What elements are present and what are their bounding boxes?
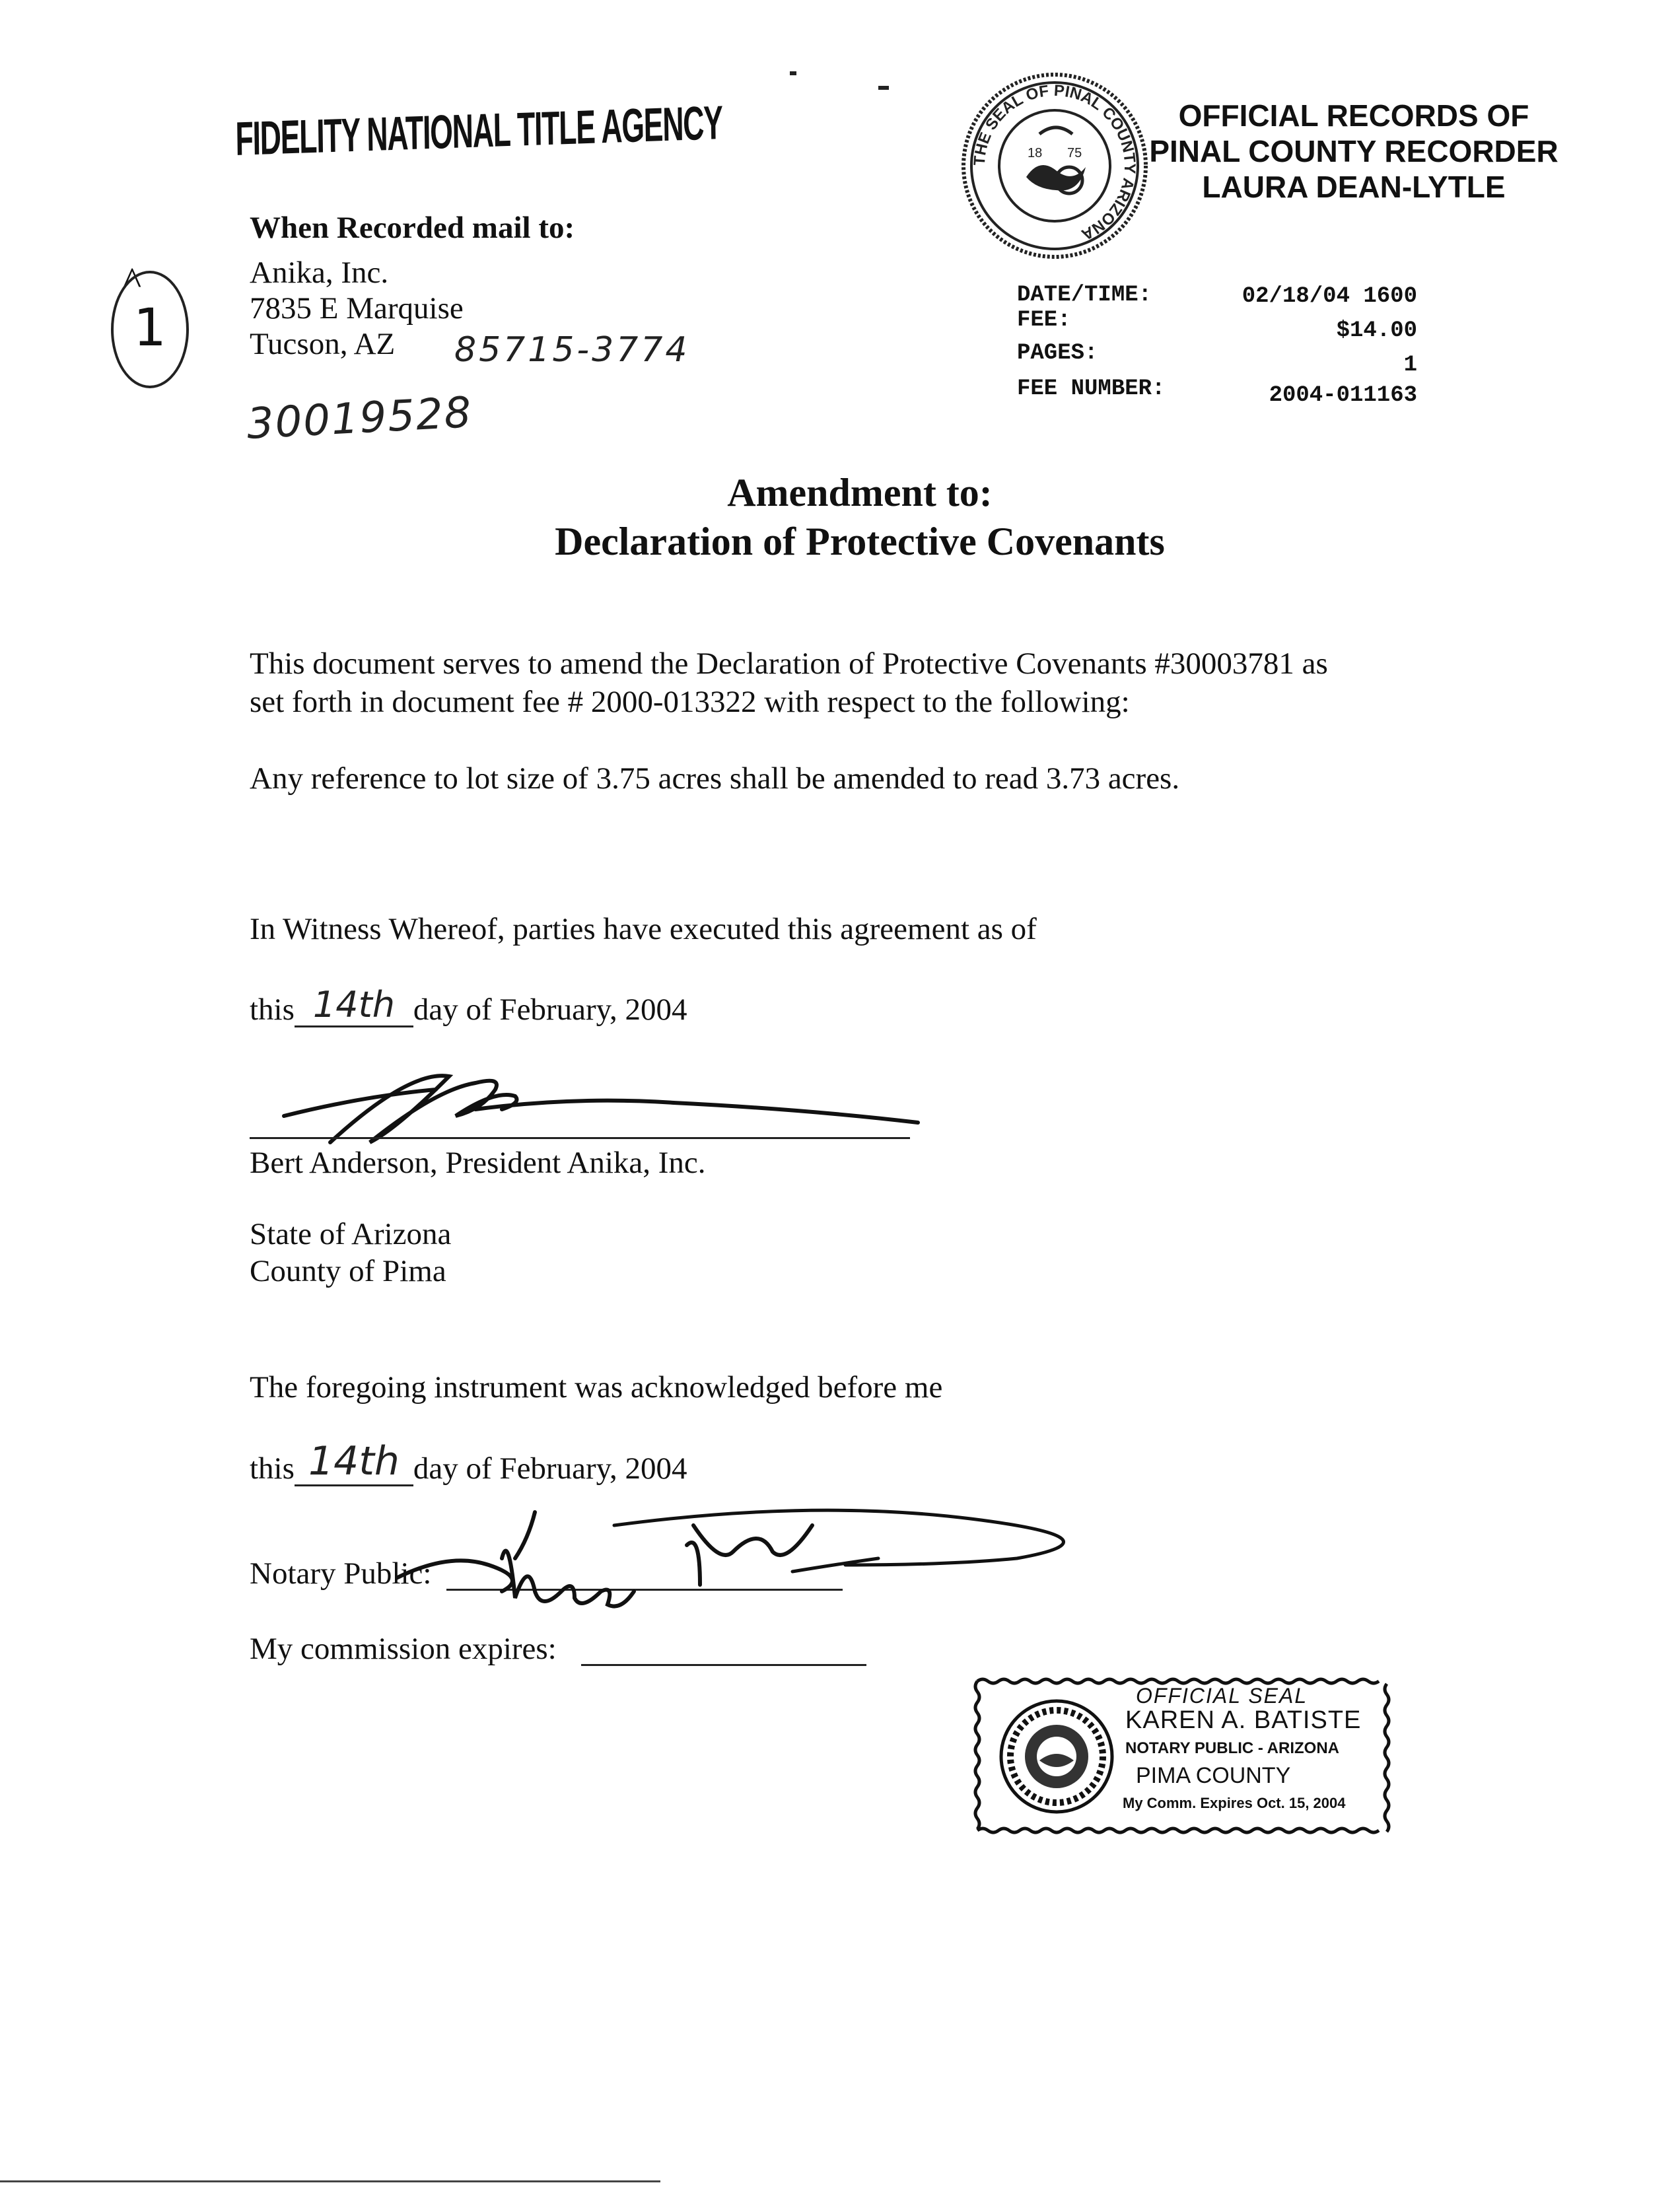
scan-speck — [878, 86, 889, 90]
state-text: State of Arizona — [250, 1217, 452, 1251]
date-line-2 — [250, 1438, 687, 1490]
document-title-line1: Amendment to: — [727, 471, 993, 514]
record-value-fee-number: 2004-011163 — [1269, 383, 1417, 408]
acknowledged-text: The foregoing instrument was acknowledged before me — [250, 1370, 943, 1405]
body-para2: Any reference to lot size of 3.75 acres shall be amended to read 3.73 acres. — [250, 761, 1180, 796]
mail-heading: When Recorded mail to: — [250, 211, 575, 245]
circled-number-text: 1 — [133, 298, 166, 358]
caret-mark: ^ — [123, 260, 142, 303]
mail-line-street: 7835 E Marquise — [250, 291, 464, 326]
county-seal — [960, 71, 1149, 260]
record-label-datetime: DATE/TIME: — [1017, 283, 1152, 308]
day-blank-1 — [295, 984, 413, 1027]
seal-text: THE SEAL OF PINAL COUNTY ARIZONA — [970, 81, 1139, 244]
circled-number — [111, 271, 189, 388]
document-title-line2: Declaration of Protective Covenants — [555, 520, 1165, 563]
stamp-line-notary: NOTARY PUBLIC - ARIZONA — [1125, 1739, 1339, 1757]
record-value-pages: 1 — [1403, 353, 1417, 378]
bottom-scan-line — [0, 2180, 660, 2182]
handwritten-day-1: 14th — [312, 984, 395, 1025]
recorder-title-line: OFFICIAL RECORDS OF — [1178, 98, 1529, 133]
date-line-2-prefix: this — [250, 1451, 295, 1486]
signature-line-1 — [250, 1137, 910, 1139]
commission-line — [581, 1664, 866, 1666]
handwritten-day-2: 14th — [308, 1438, 400, 1484]
record-value-fee: $14.00 — [1336, 318, 1417, 343]
stamp-line-expires: My Comm. Expires Oct. 15, 2004 — [1123, 1795, 1346, 1811]
body-para1-line1: This document serves to amend the Declaration of Protective Covenants #30003781 as — [250, 646, 1328, 681]
notary-label: Notary Public: — [250, 1556, 432, 1591]
handwritten-zip: 85715-3774 — [454, 330, 690, 370]
seal-year-right: 75 — [1067, 146, 1082, 160]
handwritten-docnum: 30019528 — [246, 388, 474, 449]
record-label-fee: FEE: — [1017, 308, 1071, 333]
agency-name: FIDELITY NATIONAL TITLE AGENCY — [235, 96, 723, 166]
date-line-1 — [250, 984, 687, 1030]
scan-speck — [790, 71, 796, 75]
record-label-fee-number: FEE NUMBER: — [1017, 376, 1166, 401]
commission-label: My commission expires: — [250, 1632, 557, 1666]
notary-stamp — [971, 1675, 1396, 1840]
recorder-title-line: LAURA DEAN-LYTLE — [1202, 170, 1506, 204]
date-line-2-suffix: day of February, 2004 — [413, 1451, 687, 1486]
recorder-title — [1149, 98, 1558, 205]
mail-line-city: Tucson, AZ — [250, 327, 396, 361]
signer-name: Bert Anderson, President Anika, Inc. — [250, 1146, 706, 1180]
date-line-1-prefix: this — [250, 992, 295, 1027]
svg-text:THE SEAL OF PINAL COUNTY ARIZO — [971, 82, 1138, 244]
day-blank-2 — [295, 1438, 413, 1486]
witness-text: In Witness Whereof, parties have executed this agreement as of — [250, 912, 1037, 946]
signature-notary — [396, 1486, 1189, 1618]
recorder-title-line: PINAL COUNTY RECORDER — [1149, 134, 1558, 168]
mail-line-company: Anika, Inc. — [250, 256, 389, 290]
record-value-datetime: 02/18/04 1600 — [1242, 284, 1417, 309]
stamp-line-official-seal: OFFICIAL SEAL — [1136, 1684, 1308, 1708]
body-para1-line2: set forth in document fee # 2000-013322 with respect to the following: — [250, 685, 1130, 719]
record-label-pages: PAGES: — [1017, 341, 1098, 366]
date-line-1-suffix: day of February, 2004 — [413, 992, 687, 1027]
seal-year-left: 18 — [1028, 146, 1043, 160]
county-text: County of Pima — [250, 1254, 446, 1288]
stamp-line-name: KAREN A. BATISTE — [1125, 1706, 1362, 1734]
stamp-line-county: PIMA COUNTY — [1136, 1763, 1291, 1788]
